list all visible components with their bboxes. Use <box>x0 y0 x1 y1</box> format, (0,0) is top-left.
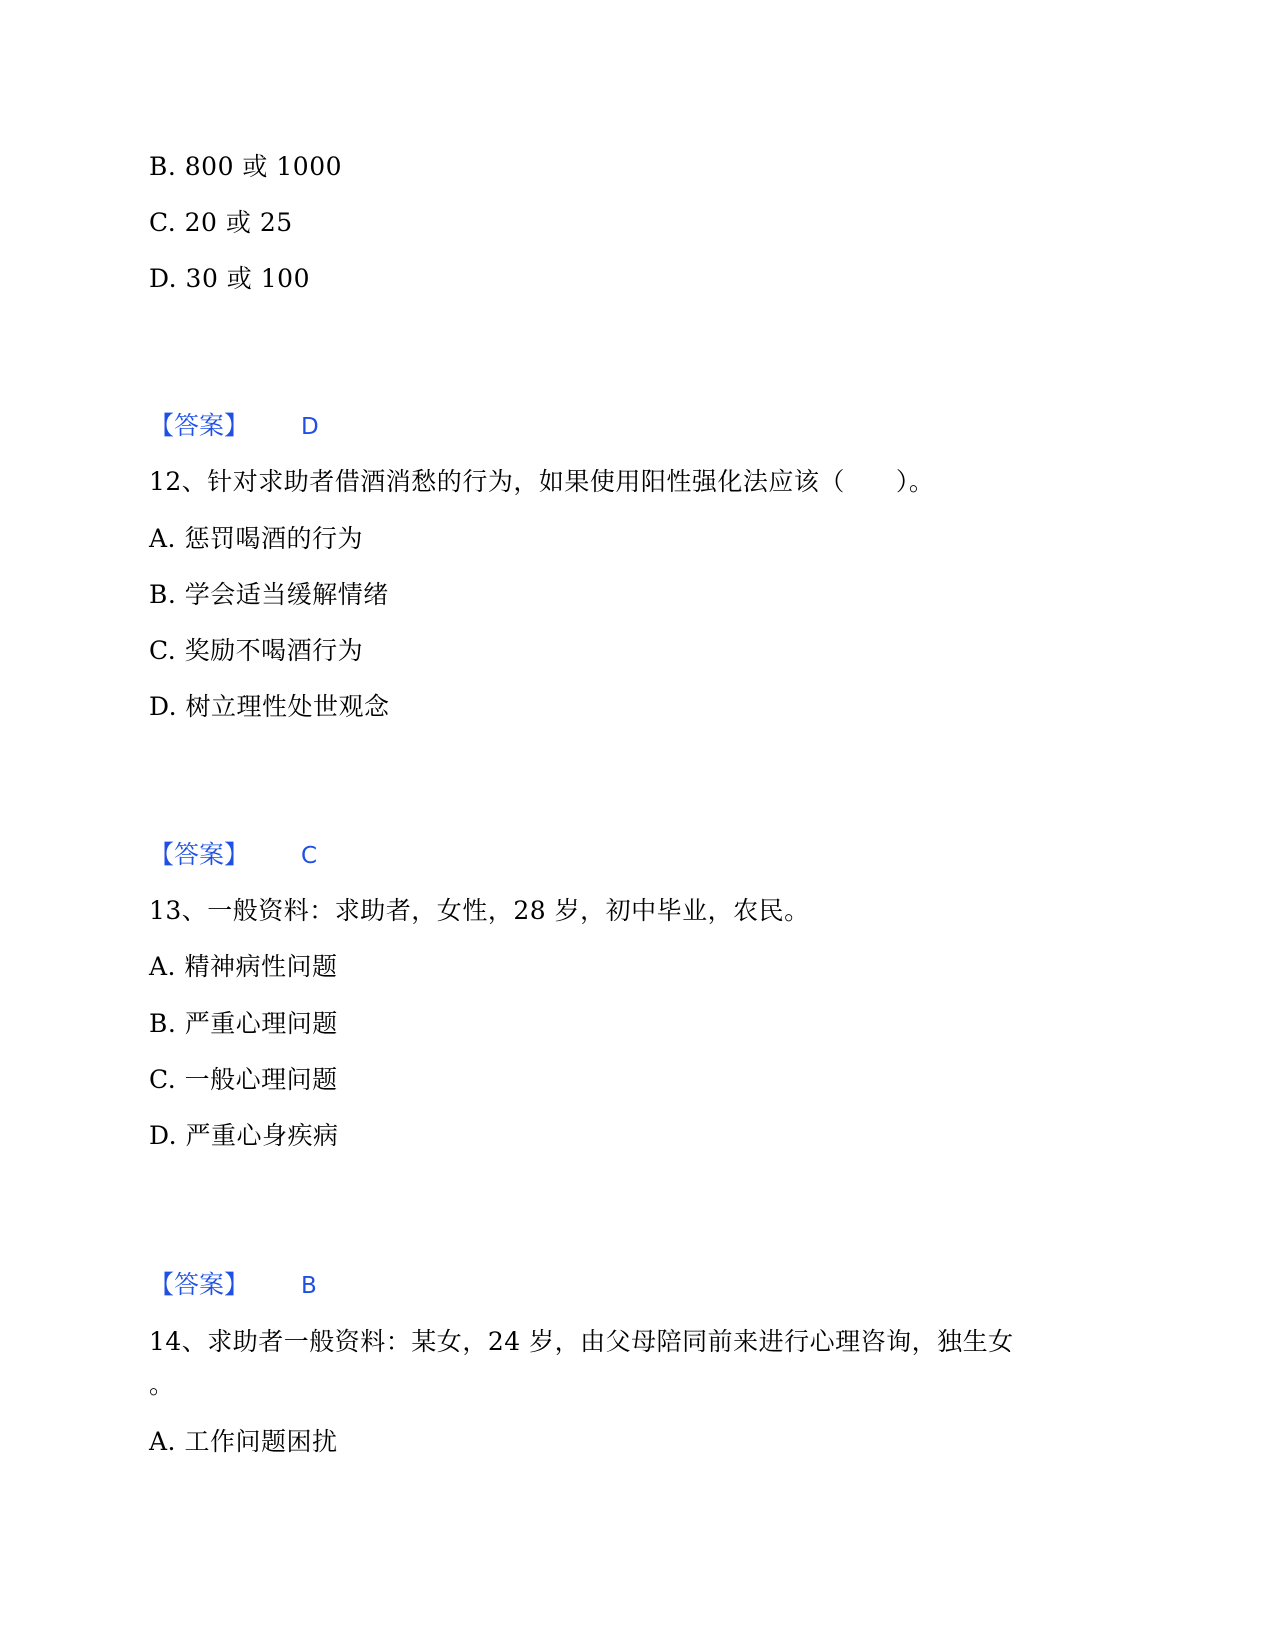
answer-value: C <box>301 843 318 869</box>
q13-option-a: A. 精神病性问题 <box>149 952 338 981</box>
q12-option-b: B. 学会适当缓解情绪 <box>149 580 389 609</box>
q13-question: 13、一般资料：求助者，女性，28 岁，初中毕业，农民。 <box>149 896 810 925</box>
q13-option-d: D. 严重心身疾病 <box>149 1121 339 1150</box>
q13-answer <box>149 1268 317 1303</box>
answer-value: B <box>301 1273 317 1299</box>
q11-answer <box>149 409 319 444</box>
q11-option-b: B. 800 或 1000 <box>149 152 342 181</box>
q12-option-d: D. 树立理性处世观念 <box>149 692 390 721</box>
q14-option-a: A. 工作问题困扰 <box>149 1427 338 1456</box>
answer-label: 【答案】 <box>149 1270 250 1299</box>
answer-label: 【答案】 <box>149 840 250 869</box>
q12-option-c: C. 奖励不喝酒行为 <box>149 636 364 665</box>
q12-question: 12、针对求助者借酒消愁的行为，如果使用阳性强化法应该（ ）。 <box>149 467 935 496</box>
q11-option-d: D. 30 或 100 <box>149 264 310 293</box>
answer-label: 【答案】 <box>149 411 250 440</box>
q14-question: 14、求助者一般资料：某女，24 岁，由父母陪同前来进行心理咨询，独生女 <box>149 1327 1014 1356</box>
q14-question-continuation: 。 <box>149 1370 175 1399</box>
q12-option-a: A. 惩罚喝酒的行为 <box>149 524 363 553</box>
q13-option-b: B. 严重心理问题 <box>149 1009 338 1038</box>
answer-value: D <box>301 414 319 440</box>
q11-option-c: C. 20 或 25 <box>149 208 293 237</box>
q13-option-c: C. 一般心理问题 <box>149 1065 338 1094</box>
q12-answer <box>149 838 317 873</box>
